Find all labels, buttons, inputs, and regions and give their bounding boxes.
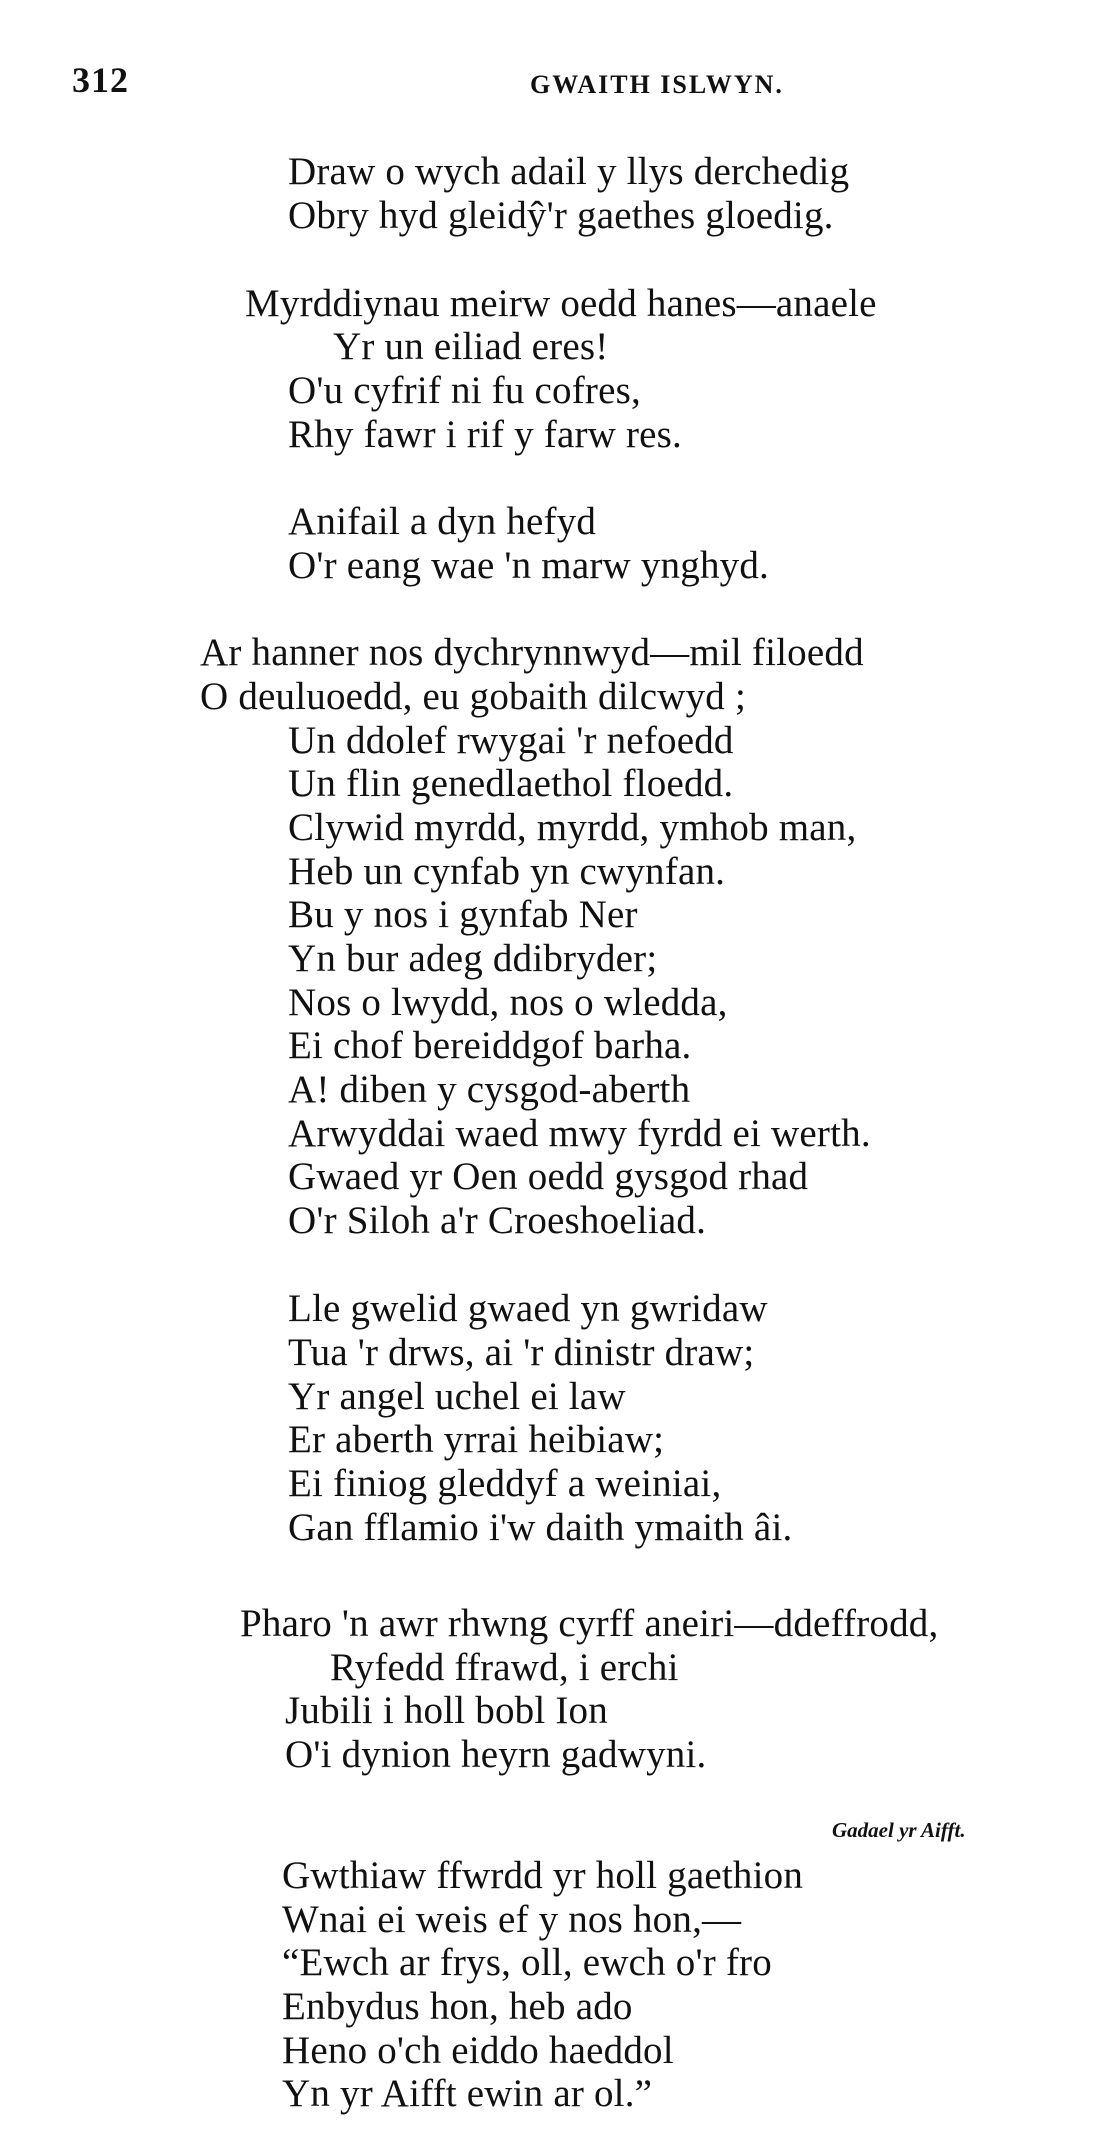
poem-line: O'i dynion heyrn gadwyni. [285,1733,707,1776]
poem-line: O'r eang wae 'n marw ynghyd. [288,544,770,587]
poem-line: Wnai ei weis ef y nos hon,— [282,1898,742,1941]
running-head: GWAITH ISLWYN. [530,70,784,99]
poem-line: Er aberth yrrai heibiaw; [288,1418,665,1461]
poem-line: Anifail a dyn hefyd [288,500,597,543]
poem-line: Un ddolef rwygai 'r nefoedd [288,719,734,762]
poem-line: O deuluoedd, eu gobaith dilcwyd ; [200,675,746,718]
poem-line: Yn yr Aifft ewin ar ol.” [282,2072,653,2115]
poem-line: Bu y nos i gynfab Ner [288,893,638,936]
poem-line: Ar hanner nos dychrynnwyd—mil filoedd [200,631,864,674]
poem-line: Enbydus hon, heb ado [282,1985,633,2028]
page-number: 312 [72,60,129,100]
poem-line: Obry hyd gleidŷ'r gaethes gloedig. [288,194,834,237]
poem-line: Heb un cynfab yn cwynfan. [288,850,726,893]
poem-line: Nos o lwydd, nos o wledda, [288,981,728,1024]
poem-line: Myrddiynau meirw oedd hanes—anaele [245,282,877,325]
poem-line: Ryfedd ffrawd, i erchi [330,1646,679,1689]
poem-line: Yr angel uchel ei law [288,1375,626,1418]
poem-line: Arwyddai waed mwy fyrdd ei werth. [288,1112,871,1155]
poem-line: O'u cyfrif ni fu cofres, [288,369,641,412]
poem-line: Gan fflamio i'w daith ymaith âi. [288,1506,793,1549]
poem-line: Rhy fawr i rif y farw res. [288,413,682,456]
poem-line: O'r Siloh a'r Croeshoeliad. [288,1199,707,1242]
poem-line: Yr un eiliad eres! [333,325,609,368]
poem-line: Clywid myrdd, myrdd, ymhob man, [288,806,857,849]
poem-line: Heno o'ch eiddo haeddol [282,2029,674,2072]
poem-line: Tua 'r drws, ai 'r dinistr draw; [288,1331,755,1374]
poem-line: Jubili i holl bobl Ion [285,1689,608,1732]
poem-line: Ei chof bereiddgof barha. [288,1024,692,1067]
poem-line: Ei finiog gleddyf a weiniai, [288,1462,722,1505]
poem-line: Yn bur adeg ddibryder; [288,937,658,980]
poem-line: “Ewch ar frys, oll, ewch o'r fro [282,1941,772,1984]
poem-line: Lle gwelid gwaed yn gwridaw [288,1287,768,1330]
poem-line: Gwthiaw ffwrdd yr holl gaethion [282,1854,804,1897]
poem-line: Pharo 'n awr rhwng cyrff aneiri—ddeffrodd, [240,1602,939,1645]
poem-line: A! diben y cysgod-aberth [288,1068,691,1111]
poem-line: Draw o wych adail y llys derchedig [288,150,850,193]
section-subheading: Gadael yr Aifft. [832,1818,966,1842]
poem-line: Gwaed yr Oen oedd gysgod rhad [288,1155,809,1198]
poem-line: Un flin genedlaethol floedd. [288,762,734,805]
